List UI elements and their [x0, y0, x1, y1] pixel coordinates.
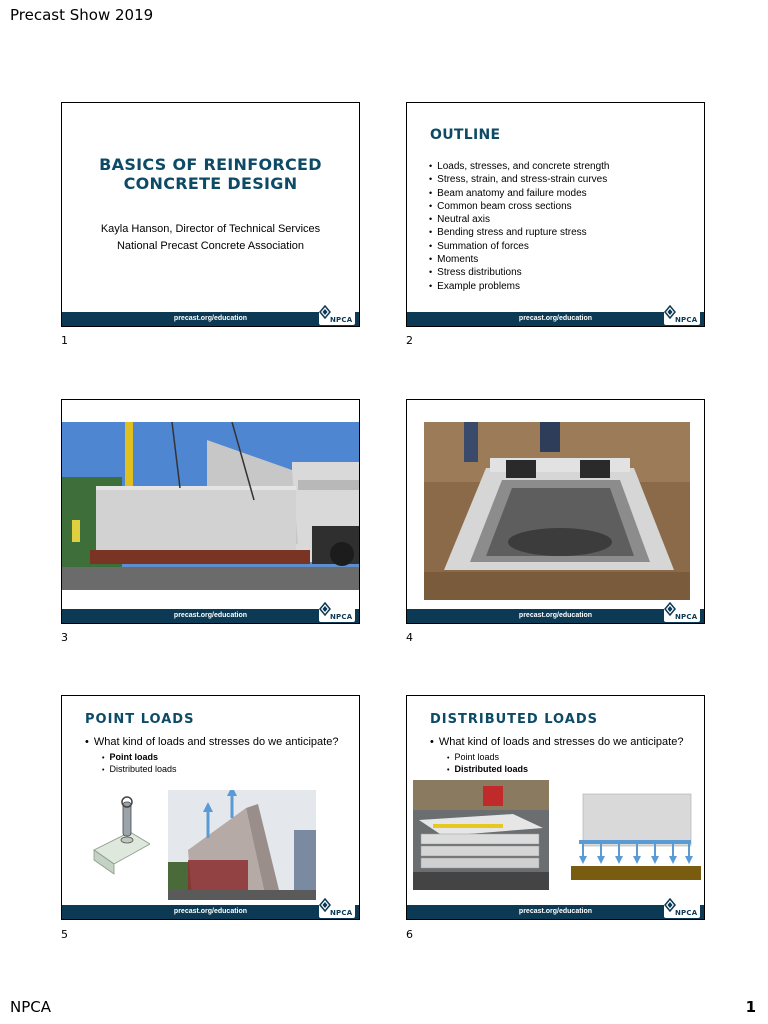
npca-logo [664, 305, 700, 325]
distributed-load-diagram [569, 792, 703, 884]
npca-logo [664, 602, 700, 622]
page-number: 1 [745, 998, 756, 1016]
list-item: • Bending stress and rupture stress [429, 226, 609, 239]
stacked-slabs-photo [413, 780, 549, 890]
sub-item-distributed-loads: • Distributed loads [447, 764, 528, 774]
npca-logo [664, 898, 700, 918]
lifting-anchor-diagram [90, 792, 150, 882]
author-block [62, 221, 359, 255]
outline-list [429, 160, 609, 293]
precast-wall-photo [62, 422, 360, 590]
slide-number: 1 [61, 334, 68, 347]
slide-1[interactable] [61, 102, 360, 327]
slide-number: 6 [406, 928, 413, 941]
slide-3[interactable] [61, 399, 360, 624]
slide-footer: precast.org/education [407, 609, 704, 623]
page-header: Precast Show 2019 [10, 6, 154, 24]
slide-number: 3 [61, 631, 68, 644]
slide-title: OUTLINE [430, 127, 501, 143]
npca-logo [319, 305, 355, 325]
slide-number: 5 [61, 928, 68, 941]
logo-text: NPCA [330, 613, 353, 621]
logo-text: NPCA [675, 909, 698, 917]
title-line-2: CONCRETE DESIGN [123, 174, 298, 193]
list-item: • Neutral axis [429, 213, 609, 226]
slide-6[interactable] [406, 695, 705, 920]
slide-2[interactable] [406, 102, 705, 327]
list-item: • Beam anatomy and failure modes [429, 187, 609, 200]
question-text: • What kind of loads and stresses do we anticipate? [430, 736, 683, 748]
page-footer-org: NPCA [10, 998, 52, 1016]
logo-text: NPCA [330, 316, 353, 324]
wall-panel-lift-photo [168, 790, 316, 900]
slide-number: 2 [406, 334, 413, 347]
list-item: • Example problems [429, 280, 609, 293]
slide-4[interactable] [406, 399, 705, 624]
slide-footer: precast.org/education [62, 609, 359, 623]
author-organization: National Precast Concrete Association [116, 240, 305, 252]
npca-logo [319, 898, 355, 918]
list-item: • Common beam cross sections [429, 200, 609, 213]
npca-logo [319, 602, 355, 622]
list-item: • Stress distributions [429, 266, 609, 279]
slide-title: POINT LOADS [85, 712, 195, 727]
sub-item-point-loads: • Point loads [447, 752, 499, 762]
sub-item-point-loads: • Point loads [102, 752, 158, 762]
slide-title [62, 155, 359, 193]
logo-text: NPCA [675, 316, 698, 324]
slide-5[interactable] [61, 695, 360, 920]
logo-text: NPCA [330, 909, 353, 917]
sub-item-distributed-loads: • Distributed loads [102, 764, 177, 774]
list-item: • Stress, strain, and stress-strain curves [429, 173, 609, 186]
author-name: Kayla Hanson, Director of Technical Services [100, 223, 321, 235]
slide-footer: precast.org/education [407, 312, 704, 326]
slide-number: 4 [406, 631, 413, 644]
question-text: • What kind of loads and stresses do we anticipate? [85, 736, 338, 748]
logo-text: NPCA [675, 613, 698, 621]
list-item: • Loads, stresses, and concrete strength [429, 160, 609, 173]
list-item: • Summation of forces [429, 240, 609, 253]
slide-footer: precast.org/education [62, 312, 359, 326]
slide-footer: precast.org/education [62, 905, 359, 919]
slide-footer: precast.org/education [407, 905, 704, 919]
list-item: • Moments [429, 253, 609, 266]
title-line-1: BASICS OF REINFORCED [99, 155, 322, 174]
slide-title: DISTRIBUTED LOADS [430, 712, 598, 727]
precast-vault-photo [424, 422, 690, 600]
